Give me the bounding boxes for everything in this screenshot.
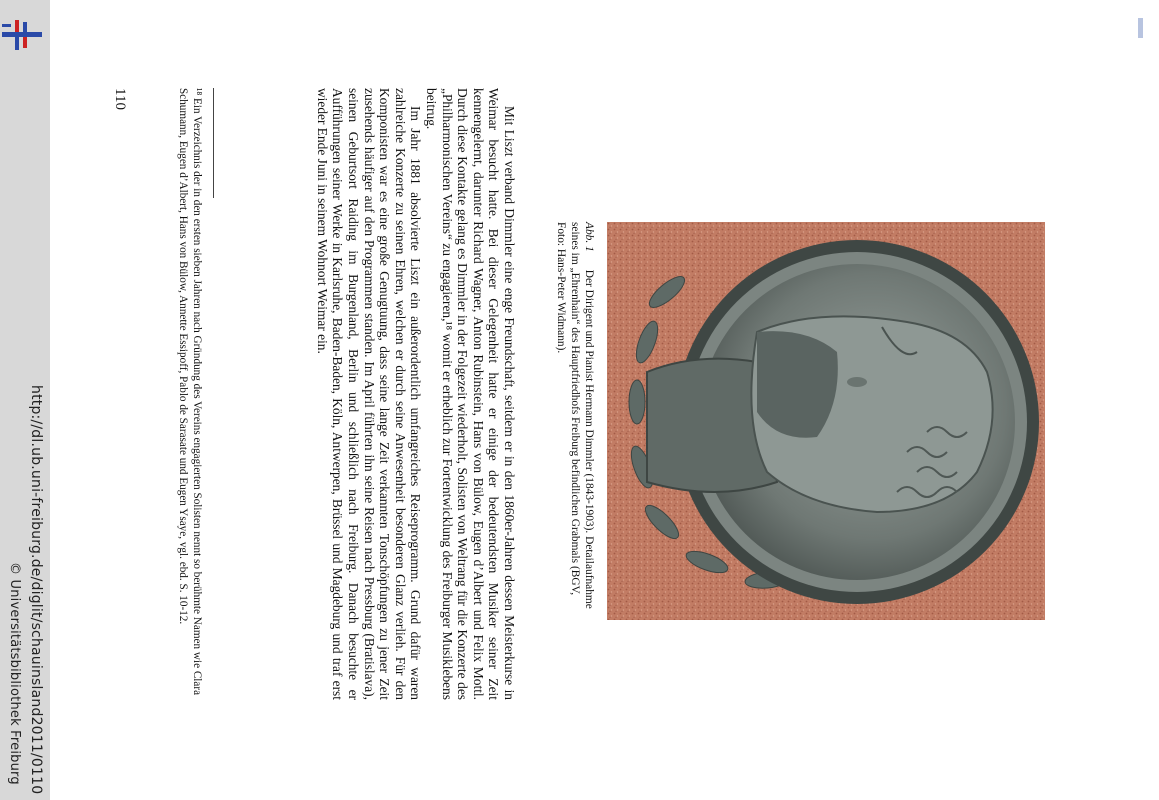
copyright-text: © Universitätsbibliothek Freiburg <box>7 562 22 785</box>
figure-caption <box>554 222 596 622</box>
page-edge-marker <box>1138 18 1143 38</box>
source-url-text[interactable]: http://dl.ub.uni-freiburg.de/diglit/schauinsland2011/0110 <box>28 385 44 795</box>
page-number: 110 <box>112 88 128 110</box>
body-paragraph: Im Jahr 1881 absolvierte Liszt ein außerordentlich umfangreiches Reiseprogramm. Grund dafür waren zahlreiche Konzerte zu seinen Ehren, welchen er durch seine Anwesenheit besonderen Glanz verlieh. Für den Komponisten war es eine große Genugtuung, dass seine lange Zeit verkannten Tonschöpfungen zu jener Zeit zusehends häufiger auf den Programmen standen. Im April führten ihn seine Reisen nach Pressburg (Bratislava), seinen Geburtsort Raiding im Burgenland, Berlin und schließlich nach Freiburg. Danach besuchte er Aufführungen seiner Werke in Karlsruhe, Baden-Baden, Köln, Antwerpen, Brüssel und Magdeburg und traf erst wieder Ende Juni in seinem Wohnort Weimar ein. <box>314 88 424 700</box>
figure-caption-text: Der Dirigent und Pianist Hermann Dimmler (1843-1903). Detailaufnahme seines im „Ehrenhain“ des Hauptfriedhofs Freiburg befindlichen Grabmals (BGV, Foto: Hans-Peter Widmann). <box>555 222 595 609</box>
footnote-divider <box>213 88 214 198</box>
bronze-relief-photo <box>607 222 1045 620</box>
footnote-text: ¹⁸ Ein Verzeichnis der in den ersten sieben Jahren nach Gründung des Vereins engagierten Solisten nennt so berühmte Namen wie Clara Schumann, Eugen d’Albert, Hans von Bülow, Annette Essipoff, Pablo de Sarasate und Eugen Ysaye, vgl. ebd. S. 10-12. <box>176 88 203 696</box>
body-paragraph: Mit Liszt verband Dimmler eine enge Freundschaft, seitdem er in den 1860er-Jahren dessen Meisterkurse in Weimar besucht hatte. Bei dieser Gelegenheit hatte er einige der bedeutendsten Musiker seiner Zeit kennengelernt, darunter Richard Wagner, Anton Rubinstein, Hans von Bülow, Eugen d’Albert und Felix Mottl. Durch diese Kontakte gelang es Dimmler in der Folgezeit wiederholt, Solisten von Weltrang für die Konzerte des „Philharmonischen Vereins“ zu engagieren,¹⁸ womit er erheblich zur Fortentwicklung des Freiburger Musiklebens beitrug. <box>424 88 517 700</box>
body-text <box>314 88 517 700</box>
university-library-logo-icon[interactable] <box>2 20 42 50</box>
viewer-sidebar <box>0 0 50 800</box>
figure-caption-label: Abb. 1 <box>583 222 595 252</box>
